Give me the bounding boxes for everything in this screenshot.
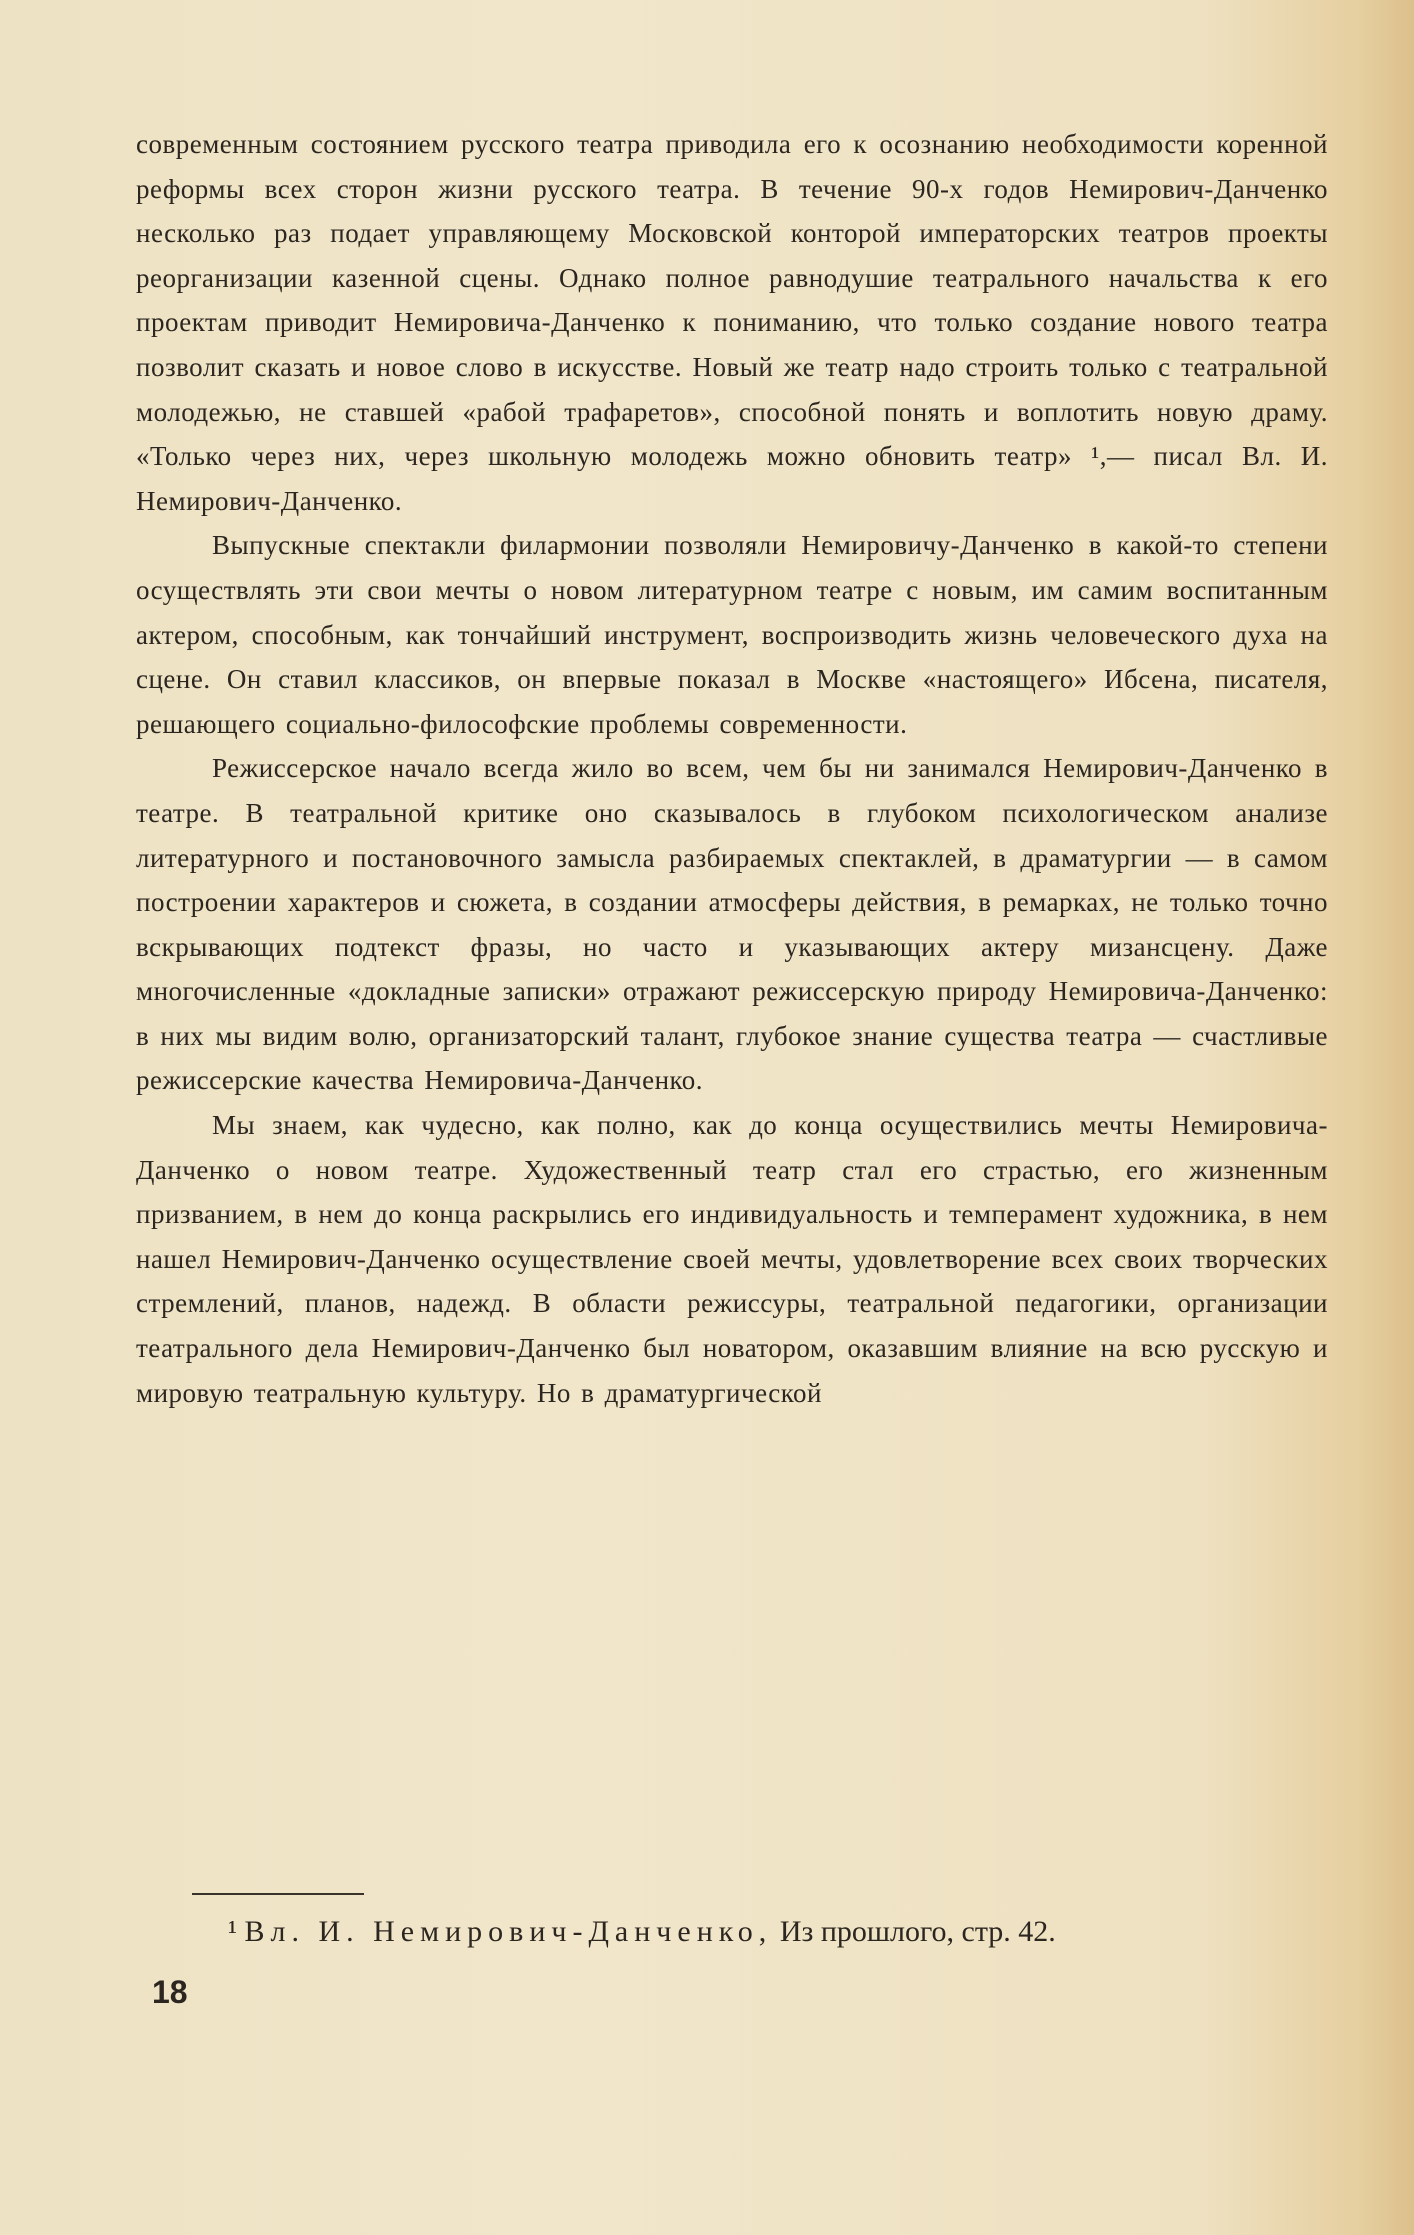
footnote-divider [192,1893,364,1895]
main-text [136,122,1328,1415]
page-number: 18 [152,1974,188,2010]
footnote-author: Вл. И. Немирович-Данченко, [244,1915,773,1948]
paragraph-4: Мы знаем, как чудесно, как полно, как до конца осуществились мечты Немировича-Данченко о новом театре. Художественный театр стал его страстью, его жизненным призванием, в нем до конца раскрылись его индивидуальность и темперамент художника, в нем нашел Немирович-Данченко осуществление своей мечты, удовлетворение всех своих творческих стремлений, планов, надежд. В области режиссуры, театральной педагогики, организации театрального дела Немирович-Данченко был новатором, оказавшим влияние на всю русскую и мировую театральную культуру. Но в драматургической [136,1110,1328,1408]
footnote-marker: ¹ [228,1915,237,1948]
paragraph-1: современным состоянием русского театра приводила его к осознанию необходимости коренной реформы всех сторон жизни русского театра. В течение 90-х годов Немирович-Данченко несколько раз подает управляющему Московской конторой императорских театров проекты реорганизации казенной сцены. Однако полное равнодушие театрального начальства к его проектам приводит Немировича-Данченко к пониманию, что только создание нового театра позволит сказать и новое слово в искусстве. Новый же театр надо строить только с театральной молодежью, не ставшей «рабой трафаретов», способной понять и воплотить новую драму. «Только через них, через школьную молодежь можно обновить театр» ¹,— писал Вл. И. Немирович-Данченко. [136,129,1328,516]
footnote [228,1912,1338,1952]
paragraph-3: Режиссерское начало всегда жило во всем, чем бы ни занимался Немирович-Данченко в театре. В театральной критике оно сказывалось в глубоком психологическом анализе литературного и постановочного замысла разбираемых спектаклей, в драматургии — в самом построении характеров и сюжета, в создании атмосферы действия, в ремарках, не только точно вскрывающих подтекст фразы, но часто и указывающих актеру мизансцену. Даже многочисленные «докладные записки» отражают режиссерскую природу Немировича-Данченко: в них мы видим волю, организаторский талант, глубокое знание существа театра — счастливые режиссерские качества Немировича-Данченко. [136,753,1328,1096]
paragraph-2: Выпускные спектакли филармонии позволяли Немировичу-Данченко в какой-то степени осуществлять эти свои мечты о новом литературном театре с новым, им самим воспитанным актером, способным, как тончайший инструмент, воспроизводить жизнь человеческого духа на сцене. Он ставил классиков, он впервые показал в Москве «настоящего» Ибсена, писателя, решающего социально-философские проблемы современности. [136,530,1328,739]
footnote-source: Из прошлого, стр. 42. [779,1915,1056,1948]
